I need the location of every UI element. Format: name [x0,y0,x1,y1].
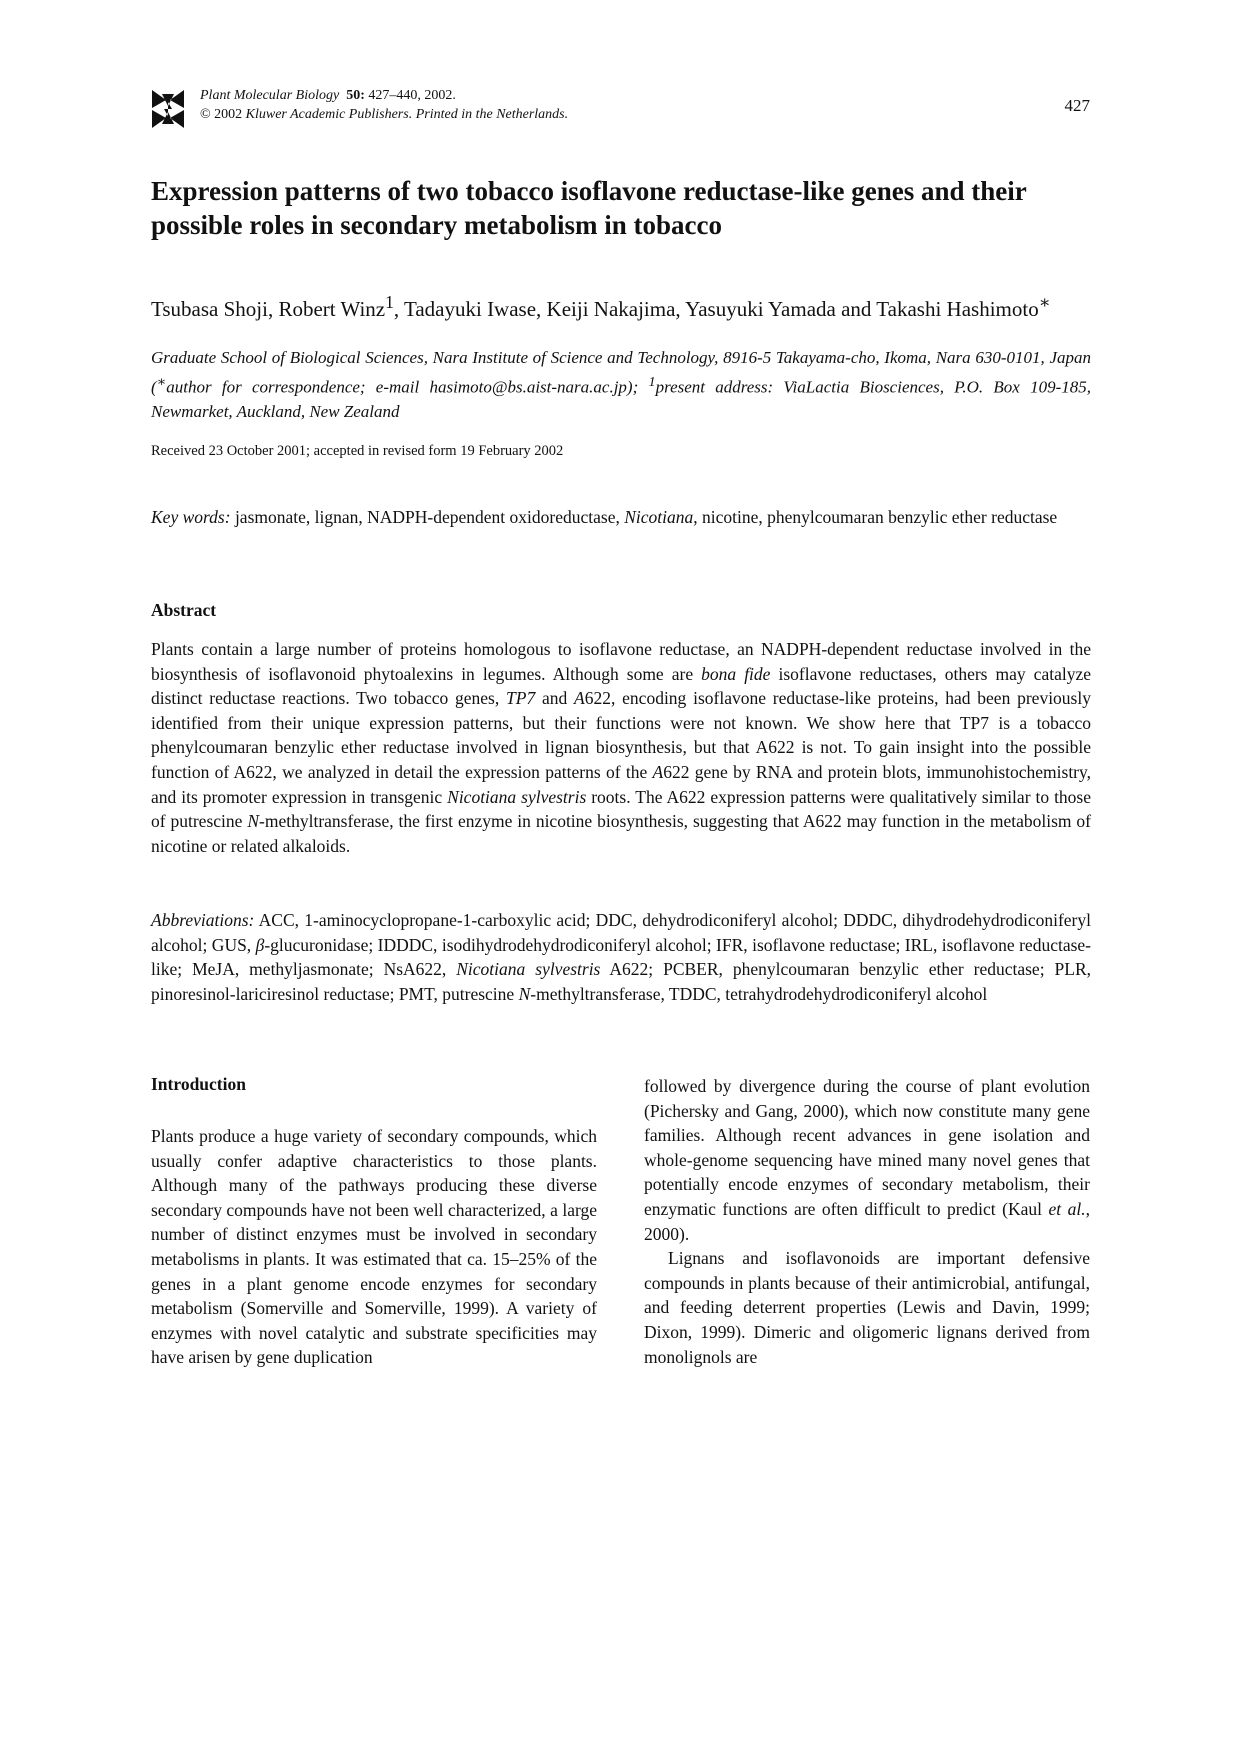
page-header [150,86,1090,136]
introduction-text: et al. [1048,1198,1086,1219]
corresponding-mark: ∗ [156,374,167,390]
introduction-left-column: Plants produce a huge variety of secondary compounds, which usually confer adaptive characteristics to those plants. Although many of the pathways producing these diverse secondary compounds have not been well characterized, a large number of distinct enzymes must be involved in secondary metabolisms in plants. It was estimated that ca. 15–25% of the genes in a plant genome encode enzymes for secondary metabolism (Somerville and Somerville, 1999). A variety of enzymes with novel catalytic and substrate specificities may have arisen by gene duplication [151,1126,597,1368]
introduction-text: , 2000). [644,1198,1090,1244]
authors-part: Tsubasa Shoji, Robert Winz [151,297,386,321]
affiliation-text: author for correspondence; e-mail hasimoto@bs.aist-nara.ac.jp); [166,377,649,397]
journal-pages: 427–440, 2002. [364,88,456,103]
abstract-text: isoflavone reductases, others may catalyze distinct reductase reactions. Two tobacco genes, [151,663,1091,709]
abstract-text: bona fide [701,663,771,684]
abstract-text: 622 gene by RNA and protein blots, immunohistochemistry, and its promoter expression in transgenic [151,761,1091,807]
abbreviations-text: N [518,983,531,1004]
author-list [151,289,1091,322]
abbreviations-text: Nicotiana sylvestris [456,959,601,980]
keywords-text: jasmonate, lignan, NADPH-dependent oxidoreductase, [230,507,625,527]
paper-title: Expression patterns of two tobacco isoflavone reductase-like genes and their possible roles in secondary metabolism in tobacco [151,176,1027,240]
introduction-heading: Introduction [151,1074,246,1094]
abbreviations-text: A622; PCBER, phenylcoumaran benzylic ether reductase; PLR, pinoresinol-lariciresinol reductase; PMT, putrescine [151,959,1092,1004]
printed-note: Printed in the Netherlands. [412,107,569,122]
abstract-text: N [247,811,260,832]
abbreviations-text: β [255,934,265,955]
abstract-text: -methyltransferase, the first enzyme in nicotine biosynthesis, suggesting that A622 may function in the metabolism of nicotine or related alkaloids. [151,811,1091,856]
abbreviations [151,908,1091,1006]
corresponding-mark: ∗ [1038,292,1051,312]
abbreviations-label: Abbreviations: [151,910,255,930]
abstract-text: TP7 [506,688,536,709]
author-footnote-mark: 1 [648,374,656,390]
publisher: Kluwer Academic Publishers. [245,107,413,122]
journal-citation [200,86,568,124]
keywords [151,505,1091,530]
abstract-text: A [574,688,585,709]
journal-name: Plant Molecular Biology [200,88,340,103]
abbreviations-text: -methyltransferase, TDDC, tetrahydrodehydrodiconiferyl alcohol [530,983,988,1004]
abstract-body [151,637,1091,858]
author-footnote-mark: 1 [385,292,394,312]
affiliation-text: present address: ViaLactia Biosciences, P.O. Box 109-185, Newmarket, Auckland, New Zealand [151,377,1091,421]
introduction-paragraph: Lignans and isoflavonoids are important defensive compounds in plants because of their antimicrobial, antifungal, and feeding deterrent properties (Lewis and Davin, 1999; Dixon, 1999). Dimeric and oligomeric lignans derived from monolignols are [644,1248,1090,1367]
authors-part: , Tadayuki Iwase, Keiji Nakajima, Yasuyuki Yamada and Takashi Hashimoto [393,297,1039,321]
affiliation-text: Graduate School of Biological Sciences, Nara Institute of Science and Technology, 8916-5 Takayama-cho, Ikoma, Nara 630-0101, Japan ( [151,348,1091,397]
copyright: © 2002 [200,107,246,122]
abbreviations-text: ACC, 1-aminocyclopropane-1-carboxylic acid; DDC, dehydrodiconiferyl alcohol; DDDC, dihydrodehydrodiconiferyl alcohol; GUS, [151,910,1091,955]
abstract-text: and [535,688,575,709]
affiliation [151,346,1091,424]
abstract-text: 622, encoding isoflavone reductase-like proteins, had been previously identified from their unique expression patterns, but their functions were not known. We show here that TP7 is a tobacco phenylcoumaran benzylic ether reductase involved in lignan biosynthesis, but that A622 is not. To gain insight into the possible function of A622, we analyzed in detail the expression patterns of the [151,688,1091,782]
keywords-text: , nicotine, phenylcoumaran benzylic ether reductase [693,507,1058,527]
keywords-text: Nicotiana [624,507,694,527]
keywords-label: Key words: [151,507,231,527]
publisher-logo-icon [150,88,186,130]
introduction-paragraph [644,1074,1090,1246]
introduction-right-column [644,1074,1090,1369]
abstract-text: Plants contain a large number of proteins homologous to isoflavone reductase, an NADPH-dependent reductase involved in the biosynthesis of isoflavonoid phytoalexins in legumes. Although some are [151,639,1091,684]
page-number: 427 [1064,96,1090,115]
received-dates: Received 23 October 2001; accepted in revised form 19 February 2002 [151,443,564,459]
abstract-heading: Abstract [151,600,217,620]
abstract-text: A [652,761,664,782]
abbreviations-text: -glucuronidase; IDDDC, isodihydrodehydrodiconiferyl alcohol; IFR, isoflavone reductase; IRL, isoflavone reductase-like; MeJA, methyljasmonate; NsA622, [151,934,1091,980]
introduction-text: followed by divergence during the course of plant evolution (Pichersky and Gang, 2000), which now constitute many gene families. Although recent advances in gene isolation and whole-genome sequencing have mined many novel genes that potentially encode enzymes of secondary metabolism, their enzymatic functions are often difficult to predict (Kaul [644,1076,1090,1219]
abstract-text: Nicotiana sylvestris [447,786,587,807]
journal-volume: 50: [346,88,365,103]
abstract-text: roots. The A622 expression patterns were qualitatively similar to those of putrescine [151,786,1092,832]
